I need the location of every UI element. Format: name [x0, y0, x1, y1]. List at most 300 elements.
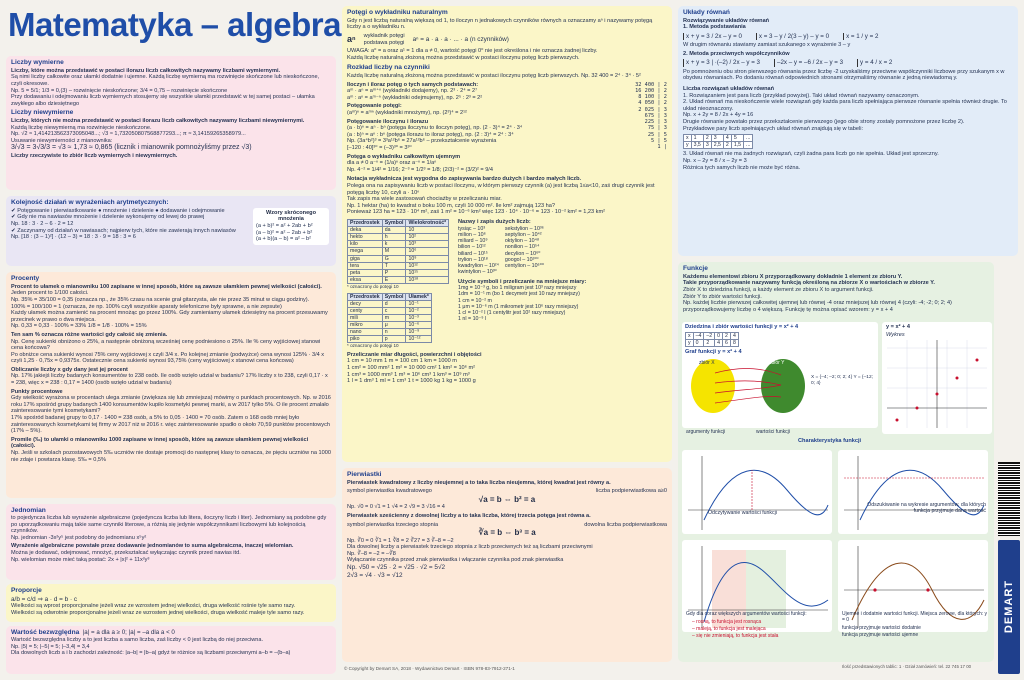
- table-cell: mega: [348, 248, 383, 255]
- table-cell: y: [686, 339, 694, 346]
- label-liczba-podpierwiastkowa: liczba podpierwiastkowa a≥0: [595, 488, 667, 495]
- text-niewymierne-4: 3/√3 = 3√3/3 = √3 ≈ 1,73 ≈ 0,865 (licznik i mianownik pomnożyliśmy przez √3): [11, 144, 252, 152]
- table-cell: μ: [382, 322, 406, 329]
- table-cell: c: [382, 307, 406, 314]
- wartosc-l2: Np. |5| = 5; |–5| = 5; |–3,4| = 3,4: [11, 643, 90, 650]
- table-cell: 3: [703, 142, 711, 149]
- procenty-def: Procent to ułamek o mianowniku 100 zapisane w innej sposób, które są zawsze ułamkiem pewnej wielkości (całości).: [11, 283, 322, 290]
- procenty-l5: Np. 0,33 = 0,33 · 100% = 33% 1/8 = 1/8 · 100% = 15%: [11, 323, 147, 330]
- table-header-cell: Przedrostek: [348, 219, 383, 226]
- label-wykladnik: wykładnik potęgi: [363, 32, 405, 39]
- text-niewymierne-2: Np. √2 ≈ 1,414213562373095048...; √3 ≈ 1,732050807568877293...; π ≈ 3,14159265358979...: [11, 131, 246, 138]
- panel-pierwiastki: [342, 468, 672, 662]
- table-cell: 4: [730, 332, 738, 339]
- table-cell: 4: [715, 339, 723, 346]
- text-wymierne-3: Przy dodawaniu i odejmowaniu liczb wymiernych stosujemy się wszystkie ułamki przedstawić w tej samej postaci – ułamka zwykłego albo dziesiętnego: [11, 94, 315, 107]
- list-item: sekstylion – 10³⁶: [504, 225, 544, 232]
- table-cell: 10¹²: [406, 262, 449, 269]
- table-header-cell: Wielokrotność*: [406, 219, 449, 226]
- miary-l2: 1 cm² = 100 mm² 1 m² = 10 000 cm² 1 km² = 10⁶ m²: [347, 364, 476, 371]
- nazwy-list-2: [505, 226, 544, 276]
- iloczyn-l7: [–120 : 40]³⁰ = (–3)³⁰ = 3³⁰: [347, 145, 412, 152]
- funkcje-l3: Zbiór X to dziedzina funkcji, a każdy element ze zbioru X to argument funkcji.: [683, 286, 874, 293]
- rozw-l8: Różnica tych samych liczb nie może być różna.: [683, 164, 801, 171]
- uklady-m2-text: Po pomnożeniu obu stron pierwszego równania przez liczbę -2 uzyskaliśmy przeciwne współczynniki liczbowe przy szukanym x w obydwu równaniach. Po dodaniu równań odpowiednich stronami otrzymaliśmy równanie z jedną niewiadomą y.: [683, 68, 1005, 82]
- table-cell: y: [684, 142, 692, 149]
- pierwiastki-def: Pierwiastek kwadratowy z liczby nieujemnej a to taka liczba nieujemna, której kwadrat jest równy a.: [347, 479, 611, 486]
- pierwiastki-l6: Np. √50 = √25 · 2 = √25 · √2 = 5√2: [347, 563, 446, 571]
- factorization-step: 1 |: [657, 144, 667, 151]
- table-cell: ...: [744, 135, 753, 142]
- panel-uklady: [678, 6, 1018, 256]
- table-cell: eksa: [348, 276, 383, 283]
- char-c4b: funkcja przyjmuje wartości dodatnie: [842, 625, 921, 631]
- table-row: [686, 339, 739, 346]
- wykres-label: Wykres: [886, 332, 905, 338]
- table-cell: ...: [744, 142, 753, 149]
- rozw-l1: 1. Rozwiązaniem jest para liczb (przykład powyżej). Taki układ równań nazywamy oznaczonym.: [683, 92, 920, 99]
- potegi-uwaga: UWAGA: a⁰ = a oraz a¹ = 1 dla a ≠ 0, wartość potęgi 0⁰ nie jest określona i nie oznacza żadnej liczby.: [347, 48, 598, 55]
- procenty-s1b: Po obniżce cena sukienki wynosi 75% ceny wyjściowej x czyli 3/4 x. Po kolejnej zmianie (podwyżce) cena wynosi 125% · 3/4 x czyli 1,25 · 0,75x = 0,9375x. Ostatecznie cena sukienki wynosi 93,75% (ceny wyjściowej x stanowi cena końcowa): [11, 351, 325, 365]
- table-cell: 5: [731, 135, 743, 142]
- list-item: decylion – 10⁶⁰: [504, 250, 541, 257]
- table-przedrostki-wielokrotnosci: [347, 219, 449, 284]
- proporcje-l2: Wielkości są odwrotnie proporcjonalne jeżeli wraz ze wzrostem jednej wielkości, druga wielkość maleje tyle samo razy.: [11, 609, 305, 616]
- uklady-m1-text: W drugim równaniu stawiamy zamiast szukanego x wyrażenie 3 – y: [683, 42, 851, 49]
- brand-text: DEMART: [1002, 580, 1015, 634]
- notacja-l3: Np. 1 hektar (ha) to kwadrat o boku 100 m, czyli 10 000 m². Ile km² zajmują 123 ha?: [347, 202, 555, 209]
- wzor-3: (a + b)(a – b) = a² – b²: [256, 236, 312, 243]
- table-cell: P: [382, 269, 406, 276]
- uklady-sub: Rozwiązywanie układów równań: [683, 17, 770, 24]
- text-niewymierne-1: Każdą liczbę niewymierną ma rozwinięcie nieskończone.: [11, 124, 152, 131]
- text-wymierne-1: Są nimi liczby całkowite oraz ułamki dodatnie i ujemne. Każdą liczbę wymierną ma rozwinięcie skończone lub nieskończone, czyli okresowe.: [11, 74, 320, 87]
- kolejnosc-item-5: Np. [18 : (3 – 1)²] · (12 – 3) = 18 : 3 · 9 = 18 : 3 = 6: [11, 234, 136, 241]
- miary-l1: 1 cm = 10 mm 1 m = 100 cm 1 km = 1000 m: [347, 358, 457, 365]
- procenty-l1: Jeden procent to 1/100 całości.: [11, 290, 89, 297]
- label-wartosci: wartości funkcji: [756, 429, 790, 435]
- procenty-s4: Np. Jeśli w szkolach pozostawowych 5‰ uczniów nie dostaje promocji do następnej klasy to oznacza, że pięciu uczniów na 1000 nie zdaje i powtarza klasę. 5‰ = 0,5%: [11, 450, 331, 463]
- rozw-l6: 3. Układ równań nie ma żadnych rozwiązań, czyli żadna para liczb go nie spełnia. Układ jest sprzeczny.: [683, 151, 939, 158]
- procenty-l2: Np. 35% = 35/100 = 0,35 (oznacza np., że 35% czasu na scenie grał gitarzysta, ale nie przez 35 minut w ciągu godziny).: [11, 296, 310, 303]
- char-c3a: – rosną, to funkcja jest rosnąca: [692, 619, 762, 625]
- proporcje-eq: a/b = c/d ⇒ a · d = b · c: [11, 595, 78, 603]
- label-dowolna-liczba: dowolna liczba podpierwiastkowa: [584, 521, 667, 528]
- table-cell: piko: [348, 336, 383, 343]
- table-row: [348, 276, 449, 283]
- list-item: miliard – 10⁹: [458, 238, 488, 245]
- table-cell: 10: [406, 227, 449, 234]
- panel-liczby: [6, 56, 336, 190]
- rozklad-l1: Każdą liczbę naturalną złożoną można przedstawić w postaci iloczynu potęg liczb pierwszych. Np. 32 400 = 2⁴ · 3⁴ · 5²: [347, 73, 641, 80]
- heading-potegowanie-iloczynu: Potęgowanie iloczynu i ilorazu: [347, 118, 429, 125]
- rozw-l5: Przykładowe pary liczb spełniających układ równań znajdują się w tabeli:: [683, 125, 864, 132]
- table-row: [684, 135, 753, 142]
- heading-miary: Przeliczanie miar długości, powierzchni i objętości: [347, 351, 482, 358]
- miary-l4: 1 l = 1 dm³ 1 ml = 1 cm³ 1 t = 1000 kg 1 kg = 1000 g: [347, 378, 476, 385]
- table-cell: M: [382, 248, 406, 255]
- table-cell: mikro: [348, 322, 383, 329]
- table-cell: giga: [348, 255, 383, 262]
- table-cell: 2: [723, 332, 731, 339]
- table-cell: k: [382, 241, 406, 248]
- potegi-formula: aⁿ = a · a · a · ... · a (n czynników): [412, 35, 509, 43]
- table-row: [348, 322, 432, 329]
- table-cell: 8: [730, 339, 738, 346]
- funkcje-l1: Każdemu elementowi zbioru X przyporządkowany dokładnie 1 element ze zbioru Y.: [683, 273, 903, 280]
- list-item: 1mg = 10⁻³ g, bo 1 miligram jest 10³ razy mniejszy: [458, 285, 577, 292]
- dziedzina-label: Dziedzina i zbiór wartości funkcji y = x² + 4: [685, 324, 799, 330]
- footer-orders: Ilość przedstawionych tablic: 1 · Dział zamówień: tel. 22 745 17 00: [842, 664, 972, 669]
- table-cell: 10⁻¹: [406, 300, 431, 307]
- uklad-eq5: –2x – y = –6 / 2x – y = 3: [774, 59, 843, 66]
- table-row: [348, 300, 432, 307]
- table-cell: m: [382, 314, 406, 321]
- heading-potegi: Potęgi o wykładniku naturalnym: [347, 9, 448, 16]
- label-symbol-pierwiastka: symbol pierwiastka kwadratowego: [347, 488, 432, 495]
- table-header-cell: Ułamek*: [406, 293, 431, 300]
- heading-kolejnosc: Kolejność działań w wyrażeniach arytmetycznych:: [11, 199, 169, 206]
- heading-liczba-rozwiazan: Liczba rozwiązań układów równań: [683, 85, 775, 92]
- pierwiastki-ex1: Np. √0 = 0 √1 = 1 √4 = 2 √9 = 3 √16 = 4: [347, 504, 445, 511]
- char-c3b: – maleją, to funkcja jest malejąca: [692, 626, 766, 632]
- label-podstawa: podstawa potęgi: [363, 39, 405, 46]
- proporcje-l1: Wielkości są wprost proporcjonalne jeżeli wraz ze wzrostem jednej wielkości, druga wielkość rośnie tyle samo razy.: [11, 603, 296, 610]
- pierwiastki-l3: Dla dowolnej liczby a pierwiastek trzeciego stopnia z liczb przeciwnych też są liczbami przeciwnymi: [347, 544, 593, 551]
- brand-logo: [998, 540, 1020, 674]
- procenty-s1: Np. Cenę sukienki obniżono o 25%, a następnie obniżoną wcześniej cenę podniesiono o 25%. Ile % ceny wyjściowej stanowi cena końcowa?: [11, 338, 321, 352]
- table-cell: 1: [691, 135, 703, 142]
- table-cell: 0: [715, 332, 723, 339]
- jednomian-def: to pojedyncza liczba lub wyrażenie algebraiczne (pojedyncza liczba lub litera, iloczyny liczb i liter). Jednomiany są podobne gdy po uporządkowaniu mają takie same czynniki literowe, a różnią się jedynie współczynnikami liczbowymi lub kolejnością czynników.: [11, 515, 327, 535]
- list-item: 1 cm = 10⁻² m: [458, 297, 492, 304]
- rozw-l3: Np. x + 2y = 8 / 2x + 4y = 16: [683, 112, 754, 119]
- table-header-cell: Przedrostek: [348, 293, 383, 300]
- factorization-step: 75 | 3: [647, 125, 667, 132]
- list-item: milion – 10⁶: [458, 231, 486, 238]
- table-cell: nano: [348, 329, 383, 336]
- table-cell: 10²: [406, 234, 449, 241]
- pierwiastki-eq1: √a = b ⇔ b² = a: [478, 494, 536, 504]
- list-item: kwadrylion – 10²⁴: [458, 263, 499, 270]
- graf-pts: X = {–4; –2; 0; 2; 4} Y = {–12; 0; 4}: [811, 375, 873, 387]
- table-cell: 10⁻²: [406, 307, 431, 314]
- char-c3: Gdy dla coraz większych argumentów wartości funkcji:: [686, 611, 807, 617]
- heading-uklady: Układy równań: [683, 9, 730, 16]
- char-c2: Odszukiwanie na wykresie argumentów, dla których funkcja przyjmuje daną wartość: [867, 502, 986, 515]
- table-row: [684, 142, 753, 149]
- table-row: [348, 336, 432, 343]
- factorization-step: 2 025 | 3: [638, 106, 667, 113]
- table-cell: mili: [348, 314, 383, 321]
- kolejnosc-item-1: ✔ Potęgowanie i pierwiastkowanie ● mnożenie i dzielenie ● dodawanie i odejmowanie: [11, 207, 225, 214]
- heading-jednomian: Jednomian: [11, 507, 46, 514]
- wielomian-l1: Można je dodawać, odejmować, mnożyć, przekształcać wyłączając czynnik przed nawias itd.: [11, 550, 241, 557]
- list-item: nonilion – 10⁵⁴: [504, 244, 540, 251]
- heading-nazwy: Nazwy i zapis dużych liczb:: [458, 218, 531, 225]
- heading-liczby-niewymierne: Liczby niewymierne: [11, 109, 74, 117]
- table-cell: 10⁻⁹: [406, 329, 431, 336]
- text-niewymierne-5: Liczby rzeczywiste to zbiór liczb wymiernych i niewymiernych.: [11, 152, 178, 159]
- list-item: 1 cl = 10⁻² l (1 centylitr jest 10² razy mniejszy): [458, 310, 566, 317]
- graf-label: Graf funkcji y = x² + 4: [685, 348, 742, 355]
- uklad-eq1: x + y = 3 / 2x – y = 0: [683, 33, 742, 40]
- kolejnosc-item-4: ✔ Zaczynamy od działań w nawiasach; najpierw tych, które nie zawierają innych nawiasów: [11, 227, 236, 234]
- list-item: 1 μm = 10⁻⁶ m (1 mikrometr jest 10⁶ razy mniejszy): [458, 303, 579, 310]
- table-cell: T: [382, 262, 406, 269]
- uklad-eq6: y = 4 / x = 2: [857, 59, 892, 66]
- procenty-s2: Np. 17% jakiejś liczby badanych konsumentów to 238 osób. Ile osób wzięło udział w badaniu? 17% liczby x to 238, czyli 0,17 · x = 238, więc x = 238 : 0,17 = 1400 (osób wzięło udział w badaniu): [11, 373, 328, 387]
- przedrostki1-note: * oznaczony do potęgi 10: [347, 284, 399, 290]
- table-cell: 10⁹: [406, 255, 449, 262]
- iloczyn-l2: aᵐ : aⁿ = aᵐ⁻ⁿ (wykładniki odejmujemy), np. 2⁵ : 2³ = 2²: [347, 94, 483, 101]
- factorization-step: 25 | 5: [647, 131, 667, 138]
- list-item: biliard – 10¹⁵: [458, 250, 488, 257]
- factorization-step: 225 | 3: [644, 119, 667, 126]
- panel-wartosc-bezwzgledna: [6, 626, 336, 674]
- table-funkcja: [685, 332, 739, 347]
- table-cell: da: [382, 227, 406, 234]
- table-cell: x: [686, 332, 694, 339]
- label-argumenty: argumenty funkcji: [686, 429, 726, 435]
- procenty-l4: Każdy ułamek można zamienić na procent mnożąc go przez 100%. Gdy zamieniamy ułamek dziesiętny na procent przesuwamy przecinek w prawo o dwa miejsca.: [11, 310, 328, 323]
- label-zbior-x: zbiór X: [699, 360, 715, 367]
- char-plots-top: [682, 450, 992, 536]
- potegi-symbol: aⁿ: [347, 34, 356, 45]
- ujemne-l1: dla a ≠ 0 a⁻ⁿ = (1/a)ⁿ oraz a⁻ⁿ = 1/aⁿ: [347, 160, 437, 167]
- table-cell: 4: [723, 135, 731, 142]
- table-cell: –4: [693, 332, 704, 339]
- table-cell: 0: [693, 339, 704, 346]
- table-row: [348, 269, 449, 276]
- table-cell: tera: [348, 262, 383, 269]
- factorization-step: 8 100 | 2: [638, 94, 667, 101]
- procenty-s3-title: Punkty procentowe: [11, 388, 63, 395]
- page-title: Matematyka – algebra: [8, 6, 342, 43]
- procenty-s1-title: Ten sam % oznacza różne wartości gdy całość się zmienia.: [11, 331, 168, 338]
- box-dziedzina: [682, 322, 878, 428]
- table-cell: centy: [348, 307, 383, 314]
- ujemne-l2: Np. 4⁻² = 1/4² = 1/16; 2⁻³ = 1/2³ = 1/8; (2/3)⁻² = (3/2)² = 9/4: [347, 166, 493, 173]
- table-cell: kilo: [348, 241, 383, 248]
- table-cell: 3,5: [691, 142, 703, 149]
- table-cell: x: [684, 135, 692, 142]
- table-row: [686, 332, 739, 339]
- heading-funkcje: Funkcje: [683, 265, 708, 272]
- text-wymierne-2: Np. 5 = 5/1; 1/3 = 0,(3) – rozwinięcie nieskończone; 3/4 = 0,75 – rozwinięcie skończone: [11, 87, 228, 94]
- table-row: [348, 255, 449, 262]
- heading-notacja: Notacja wykładnicza jest wygodna do zapisywania bardzo dużych i bardzo małych liczb.: [347, 176, 582, 183]
- wykres-plot: [882, 338, 992, 432]
- panel-kolejnosc: [6, 196, 336, 266]
- table-row: [348, 262, 449, 269]
- barcode-image: [998, 462, 1020, 536]
- iloczyn-l3: (aᵐ)ⁿ = aᵐⁿ (wykładniki mnożymy), np. (2³)⁴ = 2¹²: [347, 110, 467, 117]
- table-cell: 10¹⁸: [406, 276, 449, 283]
- rozw-l4: Drugie równanie powstało przez przekształcenie pierwszego (jego obie strony zostały pomnożone przez liczbę 2).: [683, 118, 965, 125]
- table-row: [348, 227, 449, 234]
- table-header-cell: Symbol: [382, 293, 406, 300]
- funkcje-l2: Takie przyporządkowanie nazywamy funkcją określoną na zbiorze X o wartościach w zbiorze Y.: [683, 280, 935, 287]
- heading-liczby-wymierne: Liczby wymierne: [11, 59, 64, 66]
- table-cell: 2: [723, 142, 731, 149]
- table-cell: G: [382, 255, 406, 262]
- table-cell: 2: [703, 135, 711, 142]
- miary-l3: 1 cm³ = 1000 mm³ 1 m³ = 10⁶ cm³ 1 km³ = 10⁹ m³: [347, 371, 470, 378]
- heading-ujemne: Potęga o wykładniku całkowitym ujemnym: [347, 153, 461, 160]
- table-cell: 10⁻³: [406, 314, 431, 321]
- list-item: trylion – 10¹⁸: [458, 256, 488, 263]
- table-cell: deka: [348, 227, 383, 234]
- table-cell: peta: [348, 269, 383, 276]
- list-item: centylion – 10⁶⁰⁰: [504, 263, 544, 270]
- heading-rozklad: Rozkład liczby na czynniki: [347, 64, 430, 72]
- procenty-s4-title: Promile (‰) to ułamki o mianowniku 1000 zapisane w innej sposób, które są zawsze ułamkiem pewnej wielkości (całości).: [11, 436, 309, 450]
- rozw-l2: 2. Układ równań ma nieskończenie wiele rozwiązań gdy każda para liczb spełniająca pierwsze równanie spełnia również drugie. To układ nieoznaczony.: [683, 99, 1007, 112]
- table-cell: h: [382, 234, 406, 241]
- notacja-l1: Polega ona na zapisywaniu liczb w postaci iloczynu, w którym pierwszy czynnik (a) jest liczbą 1≤a<10, zaś drugi czynnik jest potęgą liczby 10, czyli a · 10ⁿ: [347, 183, 655, 196]
- heading-pierwiastki: Pierwiastki: [347, 471, 382, 478]
- heading-procenty: Procenty: [11, 275, 40, 282]
- pierwiastki-l7: 2√3 = √4 · √3 = √12: [347, 571, 403, 579]
- label-zbior-y: zbiór Y: [769, 360, 785, 367]
- procenty-s3b: 17% spośród badanej grupy to 0,17 · 1400 = 238 osób, a 5% to 0,05 · 1400 = 70 osób. Zatem o 168 osób mniej było zainteresowanych kosmetykami tej firmy w 2017 niż w 2016 r. więc zainteresowanie spadło o około 70,59 punktów procentowych (17% – 5%).: [11, 415, 331, 435]
- uklad-eq2: x = 3 – y / 2(3 – y) – y = 0: [756, 33, 829, 40]
- factorization-step: 32 400 | 2: [635, 81, 667, 88]
- funkcje-l5: Np. każdej liczbie pierwszej całkowitej ujemnej lub równej -4 oraz mniejszej lub równej 4 (czyli: -4; -2; 0; 2; 4) przyporządkowujemy liczbę o 4 większą. Funkcję tę można opisać wzorem: y = x + 4: [683, 300, 952, 313]
- nazwy-list-1: [458, 226, 499, 276]
- potegi-uwaga2: Każdą liczbę naturalną złożoną można przedstawić w postaci iloczynu potęg liczb pierwszych.: [347, 54, 580, 61]
- panel-potegi: [342, 6, 672, 462]
- uklady-m1: 1. Metoda podstawiania: [683, 24, 746, 31]
- wzor-2: (a – b)² = a² – 2ab + b²: [256, 229, 313, 236]
- iloczyn-l1: aᵐ · aⁿ = aᵐ⁺ⁿ (wykładniki dodajemy), np. 2³ · 2⁴ = 2⁷: [347, 88, 478, 95]
- uklady-m2: 2. Metoda przeciwnych współczynników: [683, 50, 790, 57]
- wartosc-eq: |a| = a dla a ≥ 0; |a| = –a dla a < 0: [82, 629, 175, 636]
- table-cell: 10³: [406, 241, 449, 248]
- table-row: [348, 329, 432, 336]
- uklad-eq4: x + y = 3 | ·(–2) / 2x – y = 3: [683, 59, 760, 66]
- table-row: [348, 234, 449, 241]
- iloczyn-l4: (a · b)ⁿ = aⁿ · bⁿ (potęga iloczynu to iloczyn potęg), np. (2 · 3)⁴ = 2⁴ · 3⁴: [347, 125, 523, 132]
- notacja-l4: Ponieważ 123 ha = 123 · 10⁴ m², zaś 1 m² = 10⁻⁶ km² więc 123 · 10⁴ · 10⁻⁶ = 123 · 10⁻² km² = 1,23 km²: [347, 209, 605, 216]
- panel-procenty: [6, 272, 336, 498]
- footer-copyright: © Copyright by Demart SA, 2018 · Wydawnictwo Demart · ISBN 978-83-7912-271-1: [344, 666, 515, 671]
- char-heading: Charakterystyka funkcji: [798, 438, 862, 444]
- table-cell: 10⁶: [406, 248, 449, 255]
- notacja-l2: Tak zapis ma wiele zastosowań chociażby w przeliczaniu miar.: [347, 196, 502, 203]
- kolejnosc-item-3: Np. 18 : 3 · 2 – 6 · 2 = 12: [11, 220, 74, 227]
- table-cell: E: [382, 276, 406, 283]
- pierwiastki-def2: Pierwiastek sześcienny z dowolnej liczby a to taka liczba, której trzecia potęga jest równa a.: [347, 512, 591, 519]
- table-cell: n: [382, 329, 406, 336]
- procenty-l3: 100% = 100/100 = 1 (oznacza, że np. 100% czyli wszystkie aparaty telefoniczne były sprawne, a nie zepsute): [11, 303, 282, 310]
- table-cell: d: [382, 300, 406, 307]
- factorization-step: 16 200 | 2: [635, 87, 667, 94]
- list-item: kwintylion – 10³⁰: [458, 269, 497, 276]
- char-c3c: – się nie zmieniają, to funkcja jest stała: [692, 633, 779, 639]
- pierwiastki-l4: Np. ∛–8 = –2 = –∛8: [347, 550, 396, 557]
- symbole-list: [458, 285, 667, 323]
- def-niewymierne: Liczby, których nie można przedstawić w postaci ilorazu liczb całkowitych nazywamy liczbami niewymiernymi.: [11, 118, 305, 125]
- pierwiastki-l5: Wyłączanie czynnika przed znak pierwiastka i włączanie czynnika pod znak pierwiastka: [347, 557, 564, 564]
- przedrostki2-note: * oznaczony do potęgi 10: [347, 343, 399, 349]
- table-cell: 10¹⁵: [406, 269, 449, 276]
- jednomian-ex: Np. jednomian -3x²y⁵ jest podobny do jednomianu x⁵y²: [11, 534, 147, 541]
- list-item: septylion – 10⁴²: [504, 231, 542, 238]
- factorization-step: 4 050 | 2: [638, 100, 667, 107]
- factorization-list: [603, 82, 667, 167]
- factorization-step: 5 | 5: [651, 137, 667, 144]
- wartosc-l3: Dla dowolnych liczb a i b zachodzi zależność: |a–b| = |b–a| gdyż te różnice są liczbami przeciwnymi a–b = –(b–a): [11, 650, 291, 657]
- table-cell: 1,5: [731, 142, 743, 149]
- factorization-step: 675 | 3: [644, 112, 667, 119]
- char-c4: Ujemne i dodatnie wartości funkcji. Miejsca zerowe, dla których: y = 0: [842, 611, 988, 623]
- table-row: [348, 307, 432, 314]
- list-item: 1dm = 10⁻¹ m (bo 1 decymetr jest 10 razy mniejszy): [458, 291, 580, 298]
- iloczyn-l5: (a : b)ⁿ = aⁿ : bⁿ (potęga ilorazu to iloraz potęg), np. (2 : 3)⁴ = 2⁴ : 3⁴: [347, 131, 514, 138]
- iloczyn-l6: Np. (3a⁴b²)³ = 3³a¹²b⁶ = 27a¹²b⁶ – przekształcenie wyrażenia: [347, 138, 497, 145]
- table-row: [348, 314, 432, 321]
- heading-potegowanie: Potęgowanie potęgi:: [347, 103, 402, 110]
- table-cell: –2: [704, 332, 715, 339]
- procenty-s2-title: Obliczanie liczby x gdy dany jest jej procent: [11, 366, 128, 373]
- panel-proporcje: [6, 584, 336, 622]
- uklad-eq3: x = 1 / y = 2: [843, 33, 878, 40]
- wielomian-l2: Np. wielomian może mieć taką postać: 2x + |x|² + 11x²y³: [11, 556, 150, 563]
- pierwiastki-eq2: ∛a = b ⇔ b³ = a: [478, 528, 536, 538]
- wykres-formula: y = x² + 4: [886, 324, 910, 330]
- funkcje-l4: Zbiór Y to zbiór wartości funkcji.: [683, 293, 762, 300]
- heading-wartosc-bezwzgledna: Wartość bezwzględna: [11, 629, 80, 636]
- wartosc-l1: Wartość bezwzględna liczby a to jest liczba a samo liczba, zaś liczby < 0 jest liczbą do niej przeciwna.: [11, 637, 264, 644]
- label-symbol-szescienny: symbol pierwiastka trzeciego stopnia: [347, 521, 439, 528]
- heading-iloczyn: Iloczyn i iloraz potęg o tych samych podstawach:: [347, 81, 479, 88]
- table-cell: decy: [348, 300, 383, 307]
- list-item: tysiąc – 10³: [458, 225, 486, 232]
- procenty-s3: Gdy wielkość wyrażona w procentach ulega zmianie (zwiększa się lub zmniejsza) mówimy o punktach procentowych. Np. w 2016 roku 17% spośród grupy badanych 1400 konsumentów kupiło kosmetyki pewnej marki, a w 2017 tylko 5%. O ile procent zmalało zainteresowanie tymi kosmetykami?: [11, 395, 331, 415]
- list-item: oktylion – 10⁴⁸: [504, 238, 540, 245]
- table-cell: 10⁻⁶: [406, 322, 431, 329]
- wielomian-title: Wyrażenie algebraiczne powstałe przez dodawanie jednomianów to suma algebraiczna, inaczej wielomian.: [11, 543, 294, 550]
- char-c1: Odczytywanie wartości funkcji: [708, 510, 777, 516]
- potegi-def: Gdy n jest liczbą naturalną większą od 1, to iloczyn n jednakowych czynników równych a oznaczamy aⁿ i nazywamy potęgą liczby a o wykładniku n.: [347, 17, 653, 31]
- table-xy-pary: [683, 134, 753, 149]
- table-cell: hekto: [348, 234, 383, 241]
- table-przedrostki-ulamki: [347, 293, 432, 344]
- wzory-title: Wzory skróconego mnożenia: [265, 209, 317, 223]
- table-header-cell: Symbol: [382, 219, 406, 226]
- wzor-1: (a + b)² = a² + 2ab + b²: [256, 222, 313, 229]
- char-c4c: funkcja przyjmuje wartości ujemne: [842, 632, 919, 638]
- heading-symbole: Użycie symboli i przeliczanie na mniejsze miary:: [458, 278, 587, 285]
- table-cell: 2: [704, 339, 715, 346]
- text-niewymierne-3: Usuwanie niewymierności z mianownika:: [11, 137, 113, 144]
- kolejnosc-item-2: ✔ Gdy nie ma nawiasów mnożenie i dzielenie wykonujemy od lewej do prawej: [11, 214, 205, 221]
- list-item: googol – 10¹⁰⁰: [504, 256, 539, 263]
- table-cell: 6: [723, 339, 731, 346]
- table-cell: 3: [711, 135, 723, 142]
- pierwiastki-ex2: Np. ∛0 = 0 ∛1 = 1 ∛8 = 2 ∛27 = 3 ∛–8 = –2: [347, 537, 454, 544]
- heading-proporcje: Proporcje: [11, 587, 42, 594]
- def-wymierne: Liczby, które można przedstawić w postaci ilorazu liczb całkowitych nazywamy liczbami wymiernymi.: [11, 67, 281, 74]
- table-cell: 2,5: [711, 142, 723, 149]
- table-cell: p: [382, 336, 406, 343]
- table-cell: 10⁻¹²: [406, 336, 431, 343]
- list-item: 1 nl = 10⁻⁹ l: [458, 316, 487, 323]
- rozw-l7: Np. x – 2y = 8 / x – 2y = 3: [683, 157, 747, 164]
- table-row: [348, 248, 449, 255]
